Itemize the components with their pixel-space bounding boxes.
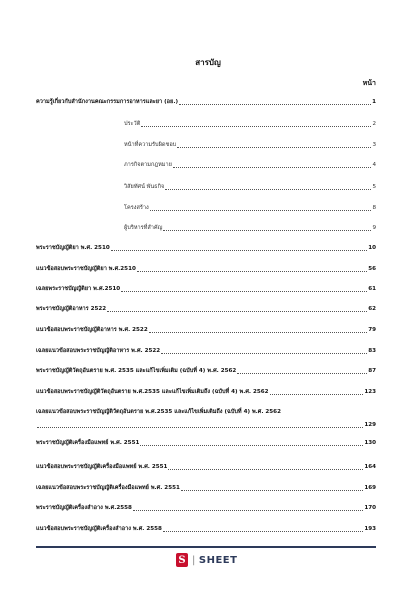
toc-entry-page: 79 [368, 327, 376, 333]
brand-logo: S | SHEET [176, 553, 237, 567]
toc-entry [36, 464, 376, 471]
toc-entry-page: 5 [372, 184, 376, 190]
toc-entry [36, 327, 376, 334]
toc-entry-label: แนวข้อสอบพระราชบัญญัติวัตถุอันตราย พ.ศ.2535 และแก้ไขเพิ่มเติมถึง (ฉบับที่ 4) พ.ศ. 2562 [36, 389, 269, 395]
dot-leader [140, 445, 363, 446]
toc-entry-page: 193 [364, 526, 376, 532]
toc-entry-page: 9 [372, 225, 376, 231]
toc-entry-label: พระราชบัญญัติเครื่องมือแพทย์ พ.ศ. 2551 [36, 440, 140, 446]
dot-leader [137, 271, 367, 272]
toc-entry-page: 1 [372, 99, 376, 105]
dot-leader [237, 373, 367, 374]
toc-entry-label: ผู้บริหารที่สำคัญ [124, 225, 163, 231]
dot-leader [161, 353, 367, 354]
dot-leader [163, 230, 371, 231]
toc-entry-label: แนวข้อสอบพระราชบัญญัติเครื่องสำอาง พ.ศ. 2558 [36, 526, 162, 532]
page-column-label: หน้า [362, 79, 376, 87]
logo-text: SHEET [198, 554, 238, 566]
toc-entry [124, 225, 376, 232]
toc-entry [36, 348, 376, 355]
toc-entry-page: 164 [364, 464, 376, 470]
toc-entry-label: เฉลยแนวข้อสอบพระราชบัญญัติเครื่องมือแพทย์ พ.ศ. 2551 [36, 485, 180, 491]
toc-entry [36, 485, 376, 492]
toc-entry [124, 205, 376, 212]
toc-entry [36, 526, 376, 533]
toc-entry-page: 87 [368, 368, 376, 374]
toc-entry-label: พระราชบัญญัติเครื่องสำอาง พ.ศ.2558 [36, 505, 132, 511]
dot-leader [165, 189, 371, 190]
toc-entry [36, 245, 376, 252]
toc-entry-page: 123 [364, 389, 376, 395]
dot-leader [163, 531, 363, 532]
dot-leader [141, 126, 371, 127]
toc-entry [36, 286, 376, 293]
toc-entry-page: 169 [364, 485, 376, 491]
toc-entry-page: 8 [372, 205, 376, 211]
dot-leader [121, 291, 367, 292]
toc-entry-page: 170 [364, 505, 376, 511]
dot-leader [37, 427, 363, 428]
toc-entry [36, 306, 376, 313]
toc-entry [36, 368, 376, 375]
toc-entry [36, 266, 376, 273]
toc-entry-label: พระราชบัญญัติอาหาร 2522 [36, 306, 107, 312]
toc-entry-page: 129 [364, 422, 376, 428]
toc-entry [124, 142, 376, 149]
toc-entry-label: เฉลยแนวข้อสอบพระราชบัญญัติวัตถุอันตราย พ.ศ.2535 และแก้ไขเพิ่มเติมถึง (ฉบับที่ 4) พ.ศ. 2562 [36, 409, 281, 415]
toc-entry-label: โครงสร้าง [124, 205, 149, 211]
toc-entry-continuation [36, 422, 376, 429]
toc-entry-page: 4 [372, 162, 376, 168]
toc-entry [124, 184, 376, 191]
toc-entry-label: ภารกิจตามกฎหมาย [124, 162, 172, 168]
toc-entry [36, 505, 376, 512]
toc-entry-page: 2 [372, 121, 376, 127]
toc-entry [36, 99, 376, 106]
dot-leader [111, 250, 367, 251]
page-title: สารบัญ [195, 58, 221, 67]
toc-entry-page: 83 [368, 348, 376, 354]
toc-entry-label: หน้าที่ความรับผิดชอบ [124, 142, 177, 148]
toc-entry-page: 62 [368, 306, 376, 312]
toc-entry-label: แนวข้อสอบพระราชบัญญัติอาหาร พ.ศ. 2522 [36, 327, 148, 333]
dot-leader [149, 332, 367, 333]
toc-entry-page: 61 [368, 286, 376, 292]
toc-entry [36, 440, 376, 447]
dot-leader [168, 469, 363, 470]
toc-entry [124, 162, 376, 169]
logo-mark-icon: S [176, 553, 188, 567]
toc-entry-label: แนวข้อสอบพระราชบัญญัติยา พ.ศ.2510 [36, 266, 136, 272]
dot-leader [179, 104, 371, 105]
toc-entry-label: ความรู้เกี่ยวกับสำนักงานคณะกรรมการอาหารและยา (อย.) [36, 99, 178, 105]
toc-entry [124, 121, 376, 128]
dot-leader [181, 490, 363, 491]
toc-entry-page: 3 [372, 142, 376, 148]
toc-entry [36, 409, 376, 416]
toc-entry [36, 389, 376, 396]
dot-leader [133, 510, 363, 511]
toc-entry-label: พระราชบัญญัติวัตถุอันตราย พ.ศ. 2535 และแก้ไขเพิ่มเติม (ฉบับที่ 4) พ.ศ. 2562 [36, 368, 237, 374]
dot-leader [150, 210, 372, 211]
toc-entry-page: 130 [364, 440, 376, 446]
toc-entry-label: เฉลยพระราชบัญญัติยา พ.ศ.2510 [36, 286, 121, 292]
toc-entry-label: แนวข้อสอบพระราชบัญญัติเครื่องมือแพทย์ พ.ศ. 2551 [36, 464, 168, 470]
dot-leader [270, 394, 364, 395]
toc-entry-page: 10 [368, 245, 376, 251]
toc-entry-label: ประวัติ [124, 121, 141, 127]
dot-leader [173, 167, 372, 168]
toc-entry-page: 56 [368, 266, 376, 272]
toc-entry-label: วิสัยทัศน์ พันธกิจ [124, 184, 165, 190]
toc-entry-label: พระราชบัญญัติยา พ.ศ. 2510 [36, 245, 110, 251]
toc-entry-label: เฉลยแนวข้อสอบพระราชบัญญัติอาหาร พ.ศ. 2522 [36, 348, 161, 354]
footer-divider [36, 546, 376, 548]
dot-leader [177, 147, 371, 148]
dot-leader [107, 311, 367, 312]
